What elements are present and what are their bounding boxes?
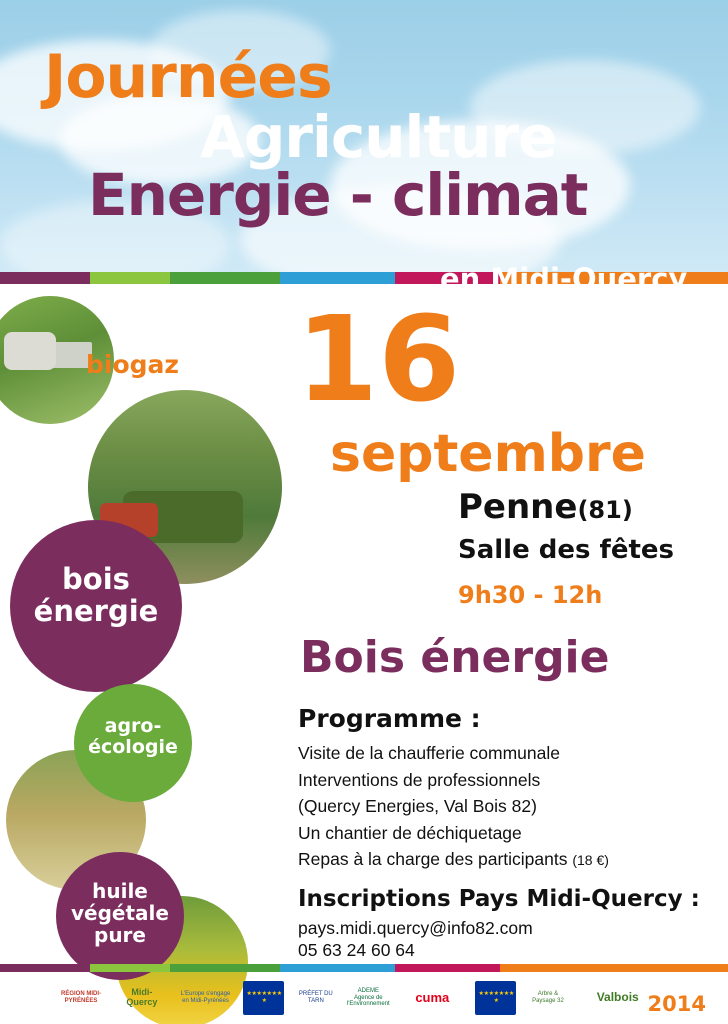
footerbar-segment-green	[170, 964, 280, 972]
program-item: (Quercy Energies, Val Bois 82)	[298, 796, 537, 817]
eu-stars-icon: ★ ★ ★ ★ ★ ★ ★ ★	[246, 991, 282, 1004]
circle-label-bois-line1: bois	[62, 562, 130, 596]
circle-label-huile-line3: pure	[94, 923, 146, 947]
colorbar-segment-purple	[0, 272, 90, 284]
circle-huile-vegetale-pure	[56, 852, 184, 980]
program-title: Programme :	[298, 704, 481, 733]
logo-pays-midi-quercy: Midi-Quercy	[126, 987, 158, 1007]
colorbar-segment-blue	[280, 272, 395, 284]
logo-union-europeenne-feader	[243, 981, 284, 1015]
colorbar-segment-lightgreen	[90, 272, 170, 284]
meal-text: Repas à la charge des participants	[298, 849, 573, 870]
footerbar-segment-purple	[0, 964, 90, 972]
poster-year: 2014	[647, 992, 706, 1016]
event-day: 16	[296, 290, 461, 428]
footerbar-segment-pink	[395, 964, 500, 972]
registration-email[interactable]: pays.midi.quercy@info82.com	[298, 918, 533, 938]
event-venue: Salle des fêtes	[458, 535, 675, 565]
footer-color-bar	[0, 964, 728, 972]
logo-region-midi-pyrenees: RÉGION MIDI-PYRÉNÉES	[61, 991, 102, 1004]
circle-label-agro-line1: agro-	[104, 715, 162, 737]
program-item: Interventions de professionnels	[298, 769, 541, 790]
event-theme: Bois énergie	[300, 632, 610, 683]
title-line-journees: Journées	[44, 42, 332, 112]
logo-prefet-du-tarn: PRÉFET DU TARN	[298, 991, 333, 1004]
footerbar-segment-lightgreen	[90, 964, 170, 972]
registration-phone: 05 63 24 60 64	[298, 940, 415, 960]
program-item-meal	[298, 846, 718, 873]
circle-label-huile-line1: huile	[92, 879, 148, 903]
event-city	[458, 487, 633, 527]
logo-union-europeenne	[475, 981, 516, 1015]
footerbar-segment-orange	[500, 964, 728, 972]
meal-price: (18 €)	[572, 852, 609, 869]
circle-label-bois-line2: énergie	[33, 593, 159, 628]
event-department: (81)	[577, 496, 633, 524]
circle-label-huile-line2: végétale	[71, 901, 169, 925]
eu-stars-icon: ★ ★ ★ ★ ★ ★ ★ ★	[478, 991, 514, 1004]
title-line-agriculture: Agriculture	[200, 103, 557, 171]
registration-title: Inscriptions Pays Midi-Quercy :	[298, 886, 700, 912]
logo-europe-sengage: L'Europe s'engage en Midi-Pyrénées	[180, 991, 231, 1004]
circle-agro-ecologie	[74, 684, 192, 802]
program-item: Un chantier de déchiquetage	[298, 822, 522, 843]
circle-label-agro-line2: écologie	[88, 735, 178, 758]
program-list	[298, 740, 718, 873]
circle-label-biogaz: biogaz	[86, 350, 179, 379]
title-line-energie-climat: Energie - climat	[88, 161, 588, 229]
program-item: Visite de la chaufferie communale	[298, 743, 561, 763]
event-city-name: Penne	[458, 487, 578, 527]
colorbar-segment-green	[170, 272, 280, 284]
logo-valbois-82: Valbois	[596, 990, 639, 1005]
subtitle-en-midi-quercy: en Midi-Quercy	[440, 262, 688, 296]
partner-logos	[56, 978, 656, 1018]
event-month: septembre	[330, 424, 646, 484]
logo-cuma-tarn-et-garonne: cuma	[415, 989, 450, 1005]
poster-title-block	[0, 0, 728, 272]
theme-circles-column	[0, 284, 290, 964]
event-hours: 9h30 - 12h	[458, 581, 603, 609]
circle-bois-energie	[10, 520, 182, 692]
logo-ademe: ADEME Agence de l'Environnement	[346, 988, 390, 1008]
logo-arbre-et-paysage: Arbre & Paysage 32	[532, 991, 564, 1004]
footerbar-segment-blue	[280, 964, 395, 972]
